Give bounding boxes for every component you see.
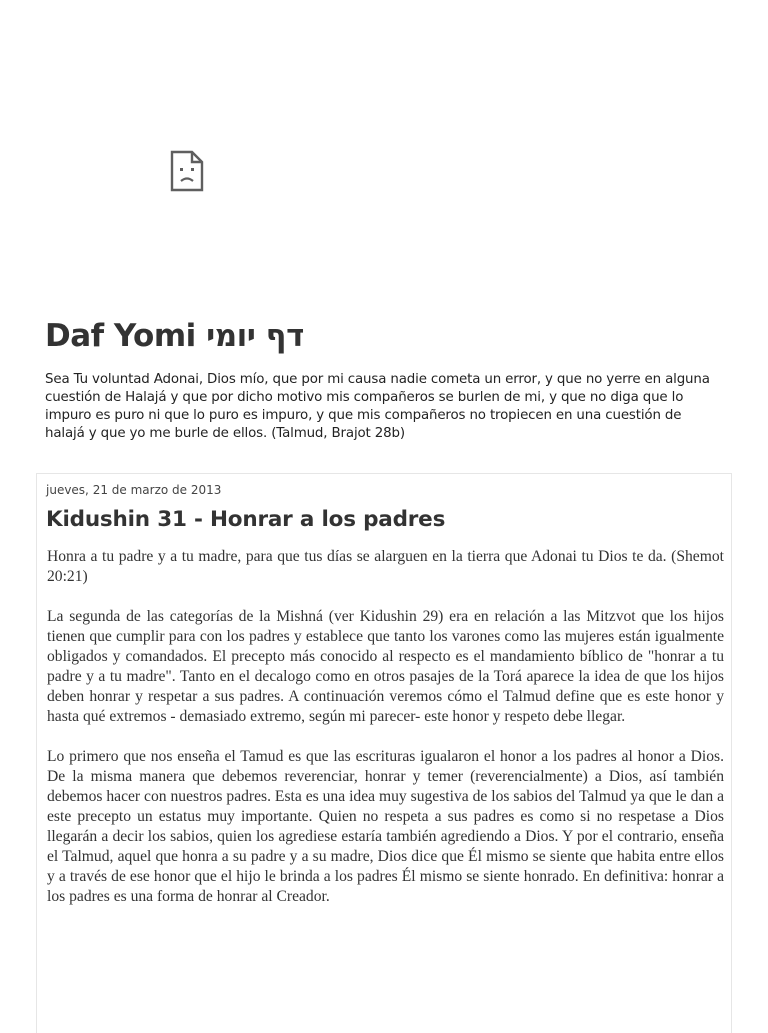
- post-title[interactable]: Kidushin 31 - Honrar a los padres: [46, 507, 446, 532]
- post-paragraph-3: Lo primero que nos enseña el Tamud es que las escrituras igualaron el honor a los padres al honor a Dios. De la misma manera que debemos reverenciar, honrar y temer (reverencialmente) a Dios, así también debemos hacer con nuestros padres. Esta es una idea muy sugestiva de los sabios del Talmud ya que le dan a este precepto un estatus muy importante. Quien no respeta a sus padres es como si no respetase a Dios llegarán a decir los sabios, quien los agrediese estaría también agrediendo a Dios. Y por el contrario, enseña el Talmud, aquel que honra a su padre y a su madre, Dios dice que Él mismo se siente que habita entre ellos y a través de ese honor que el hijo le brinda a los padres Él mismo se siente honrado. En definitiva: honrar a los padres es una forma de honrar al Creador.: [47, 748, 724, 905]
- blog-title[interactable]: Daf Yomi דף יומי: [45, 318, 304, 354]
- broken-image-icon: [170, 150, 204, 192]
- post-container: [36, 473, 732, 1033]
- post-body: [47, 547, 724, 927]
- post-paragraph-1: Honra a tu padre y a tu madre, para que tus días se alarguen en la tierra que Adonai tu Dios te da. (Shemot 20:21): [47, 548, 724, 585]
- post-paragraph-2: La segunda de las categorías de la Mishná (ver Kidushin 29) era en relación a las Mitzvot que los hijos tienen que cumplir para con los padres y establece que tanto los varones como las mujeres están igualmente obligados y comandados. El precepto más conocido al respecto es el mandamiento bíblico de "honrar a tu padre y a tu madre". Tanto en el decalogo como en otros pasajes de la Torá aparece la idea de que los hijos deben honrar y respetar a sus padres. A continuación veremos cómo el Talmud define que es este honor y hasta qué extremos - demasiado extremo, según mi parecer- este honor y respeto debe llegar.: [47, 608, 724, 725]
- post-date: jueves, 21 de marzo de 2013: [46, 483, 222, 497]
- blog-description: Sea Tu voluntad Adonai, Dios mío, que por mi causa nadie cometa un error, y que no yerre en alguna cuestión de Halajá y que por dicho motivo mis compañeros se burlen de mi, y que no diga que lo impuro es puro ni que lo puro es impuro, y que mis compañeros no tropiecen en una cuestión de halajá y que yo me burle de ellos. (Talmud, Brajot 28b): [45, 372, 710, 441]
